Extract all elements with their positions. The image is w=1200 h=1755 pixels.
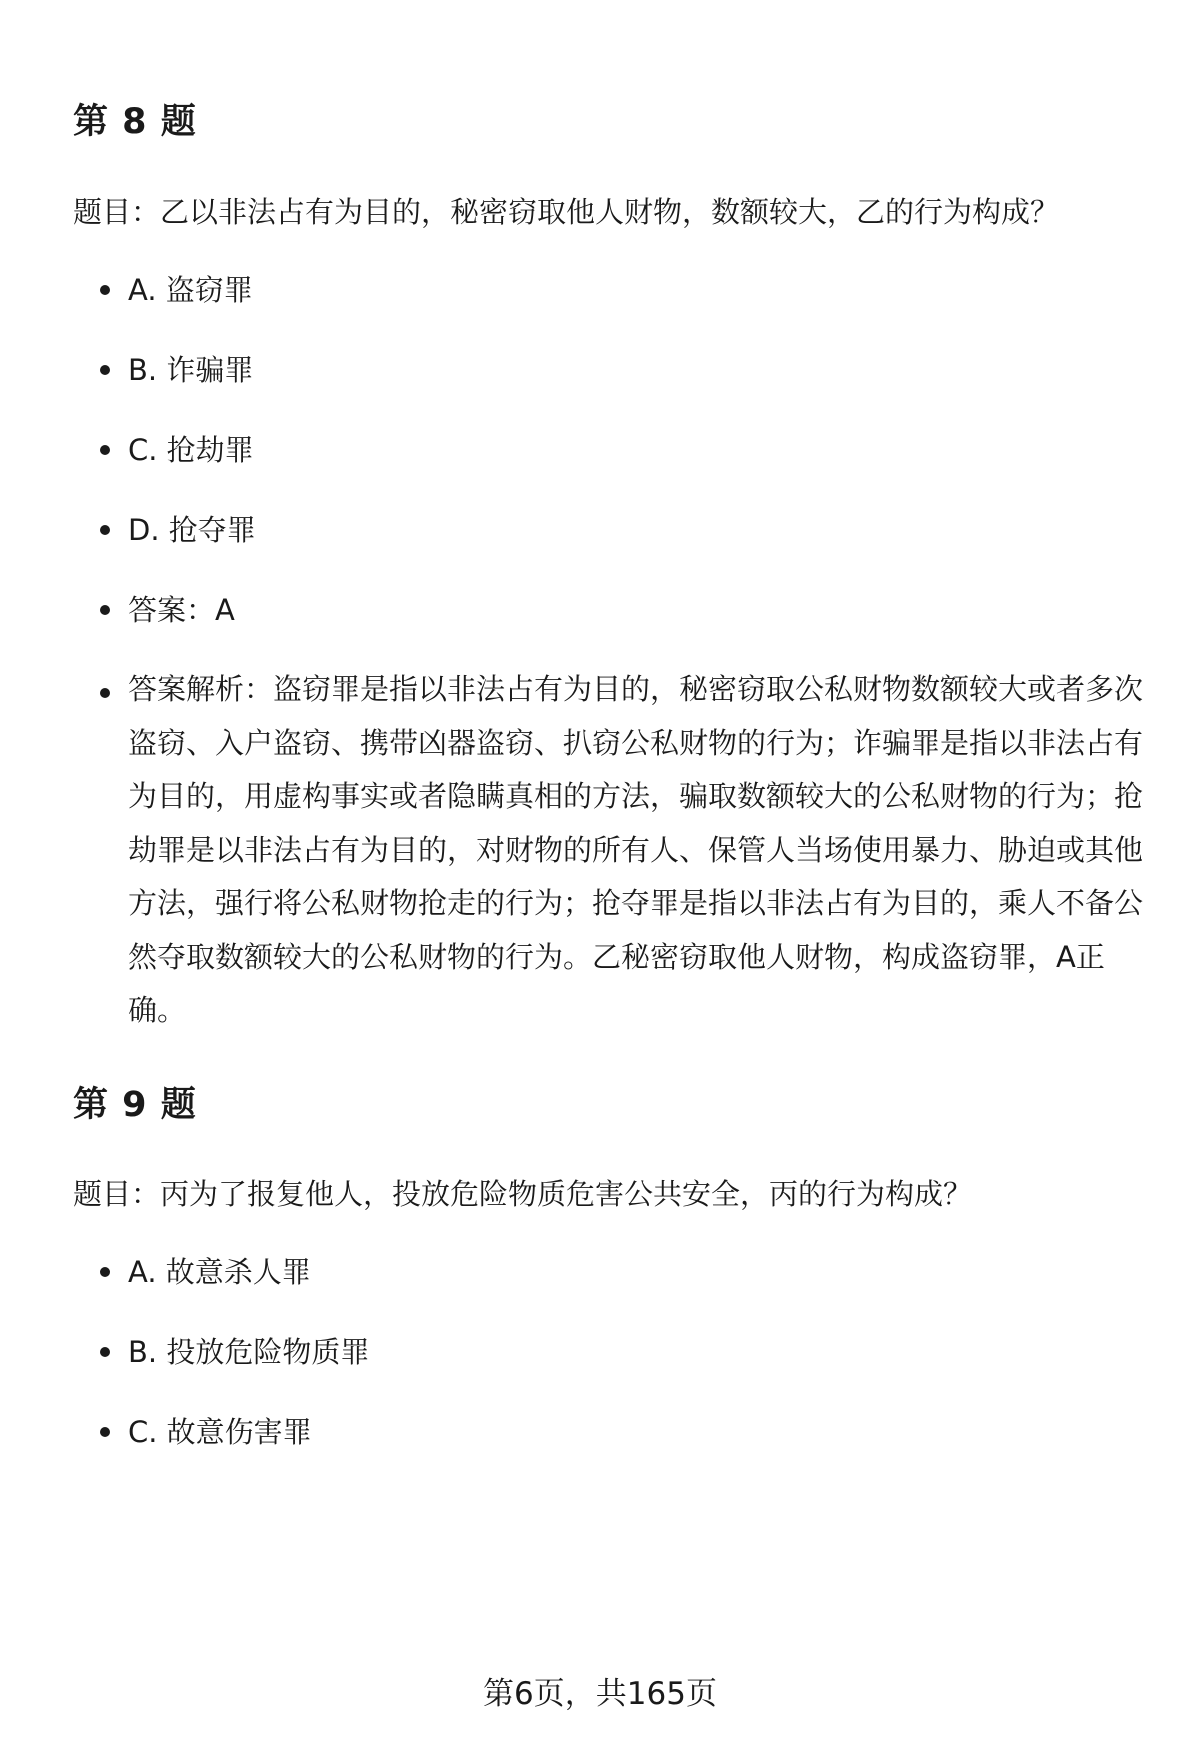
question-stem: 题目：丙为了报复他人，投放危险物质危害公共安全，丙的行为构成？ xyxy=(73,1177,973,1211)
option-c: C. 抢劫罪 xyxy=(73,420,1143,480)
options-list xyxy=(73,260,1143,660)
option-d: D. 抢夺罪 xyxy=(73,500,1143,560)
question-heading: 第 9 题 xyxy=(73,1085,197,1125)
option-a: A. 盗窃罪 xyxy=(73,260,1143,320)
question-stem: 题目：乙以非法占有为目的，秘密窃取他人财物，数额较大，乙的行为构成？ xyxy=(73,195,1060,229)
page-indicator: 第6页，共165页 xyxy=(483,1676,717,1712)
option-b: B. 诈骗罪 xyxy=(73,340,1143,400)
option-b: B. 投放危险物质罪 xyxy=(73,1322,1143,1382)
question-heading: 第 8 题 xyxy=(73,102,197,142)
options-list xyxy=(73,1242,1143,1482)
answer-analysis: 答案解析：盗窃罪是指以非法占有为目的，秘密窃取公私财物数额较大或者多次盗窃、入户盗窃、携带凶器盗窃、扒窃公私财物的行为；诈骗罪是指以非法占有为目的，用虚构事实或者隐瞒真相的方法，骗取数额较大的公私财物的行为；抢劫罪是以非法占有为目的，对财物的所有人、保管人当场使用暴力、胁迫或其他方法，强行将公私财物抢走的行为；抢夺罪是指以非法占有为目的，乘人不备公然夺取数额较大的公私财物的行为。乙秘密窃取他人财物，构成盗窃罪，A正确。 xyxy=(73,663,1143,1038)
option-a: A. 故意杀人罪 xyxy=(73,1242,1143,1302)
answer: 答案：A xyxy=(73,580,1143,640)
analysis-list xyxy=(73,663,1143,1038)
option-c: C. 故意伤害罪 xyxy=(73,1402,1143,1462)
